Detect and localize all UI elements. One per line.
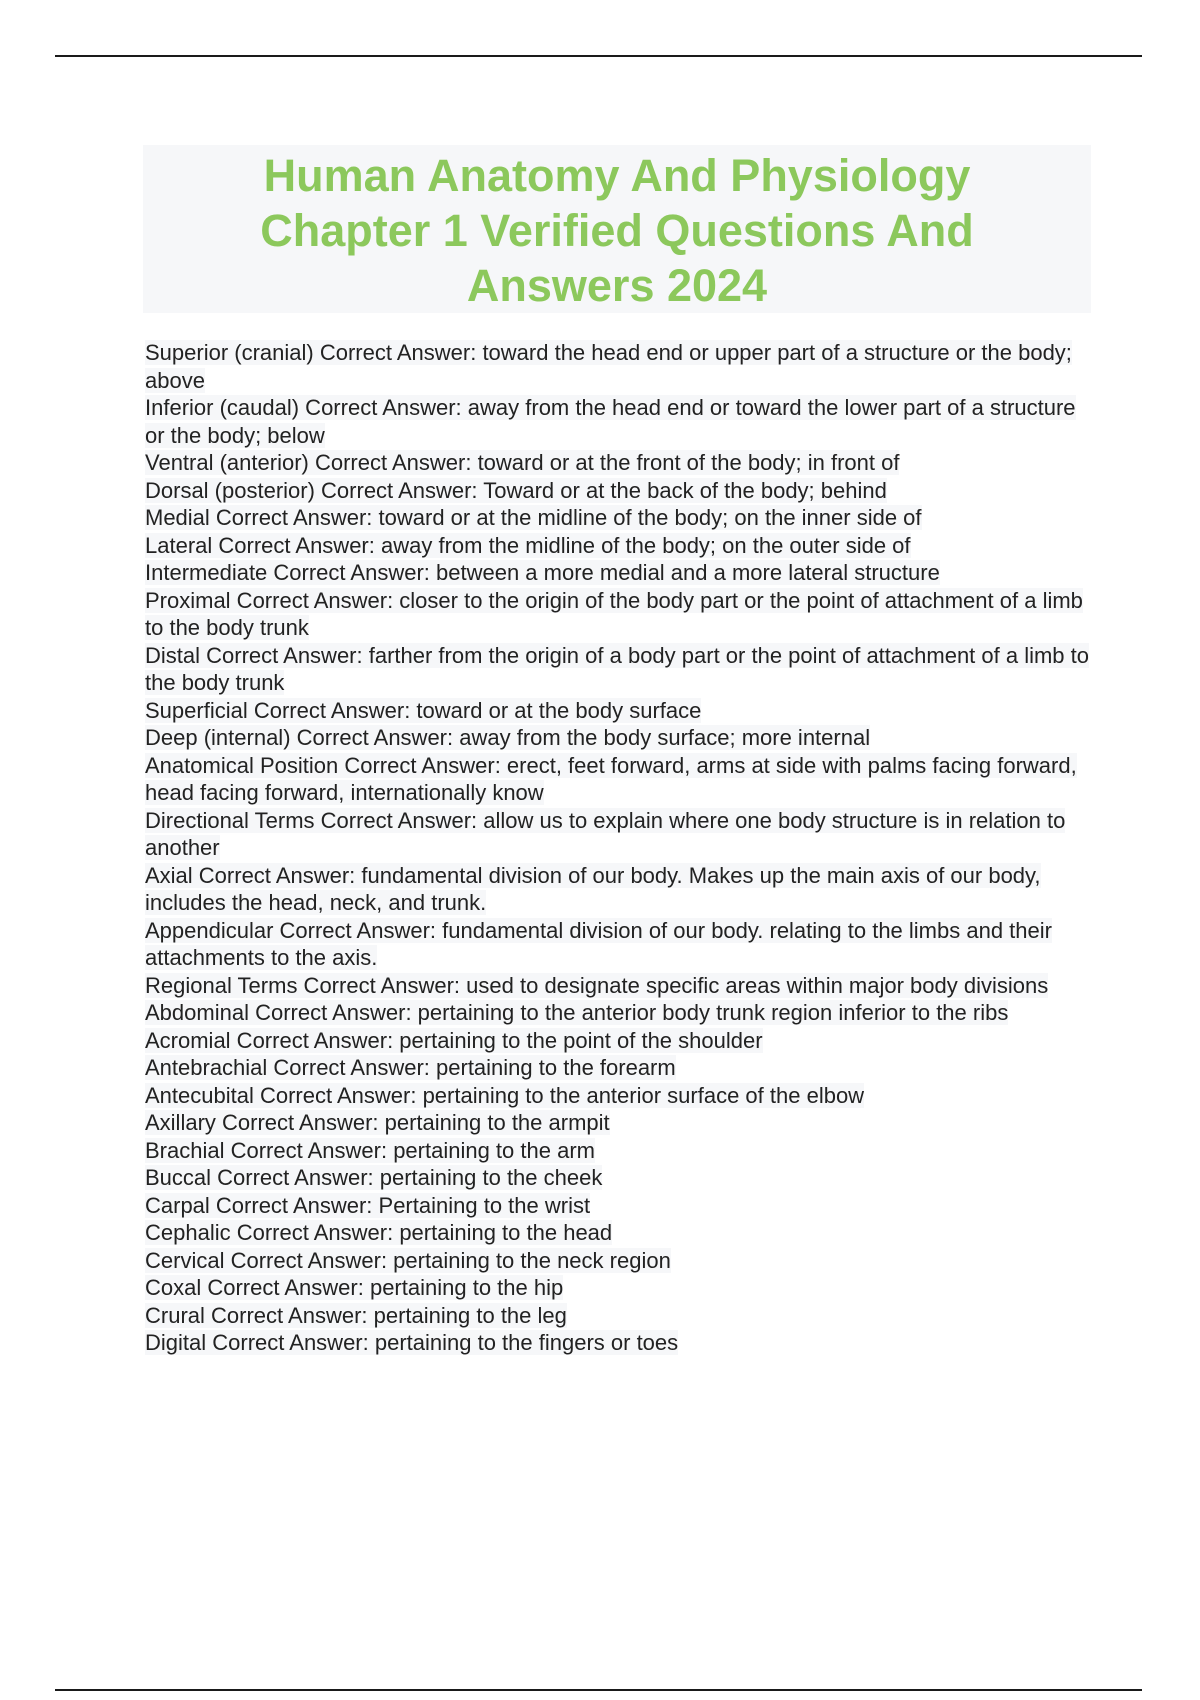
qa-entry-text: Superficial Correct Answer: toward or at the body surface bbox=[145, 697, 702, 723]
title-line: Answers 2024 bbox=[466, 260, 768, 311]
qa-entry bbox=[145, 1082, 1095, 1110]
qa-entry bbox=[145, 1027, 1095, 1055]
qa-entry bbox=[145, 1219, 1095, 1247]
qa-entry bbox=[145, 532, 1095, 560]
qa-entry-text: Coxal Correct Answer: pertaining to the hip bbox=[145, 1275, 564, 1300]
bottom-rule bbox=[55, 1689, 1142, 1691]
top-rule bbox=[55, 55, 1142, 57]
qa-entry bbox=[145, 1137, 1095, 1165]
qa-entry-text: Antecubital Correct Answer: pertaining to the anterior surface of the elbow bbox=[145, 1082, 865, 1108]
qa-entry-text: Lateral Correct Answer: away from the midline of the body; on the outer side of bbox=[145, 532, 911, 558]
qa-entry bbox=[145, 1247, 1095, 1275]
qa-entry-text: Appendicular Correct Answer: fundamental division of our body. relating to the limbs and their attachments to the axis. bbox=[145, 917, 1052, 970]
qa-entry bbox=[145, 587, 1095, 642]
qa-entry-text: Ventral (anterior) Correct Answer: toward or at the front of the body; in front of bbox=[145, 450, 900, 475]
qa-entry bbox=[145, 724, 1095, 752]
qa-entry-text: Axial Correct Answer: fundamental division of our body. Makes up the main axis of our body, includes the head, neck, and trunk. bbox=[145, 862, 1041, 915]
qa-entry-text: Directional Terms Correct Answer: allow us to explain where one body structure is in relation to another bbox=[145, 807, 1066, 860]
qa-entry bbox=[145, 1302, 1095, 1330]
qa-entry-text: Intermediate Correct Answer: between a more medial and a more lateral structure bbox=[145, 560, 940, 585]
qa-entry-text: Inferior (caudal) Correct Answer: away from the head end or toward the lower part of a structure or the body; below bbox=[145, 395, 1076, 448]
qa-entry bbox=[145, 862, 1095, 917]
qa-entry-text: Buccal Correct Answer: pertaining to the cheek bbox=[145, 1165, 603, 1190]
qa-entry-text: Carpal Correct Answer: Pertaining to the wrist bbox=[145, 1192, 591, 1218]
qa-entry-text: Proximal Correct Answer: closer to the origin of the body part or the point of attachment of a limb to the body trunk bbox=[145, 587, 1083, 640]
qa-entry-text: Acromial Correct Answer: pertaining to the point of the shoulder bbox=[145, 1027, 763, 1053]
qa-entry bbox=[145, 339, 1095, 394]
title-line: Chapter 1 Verified Questions And bbox=[260, 205, 974, 256]
qa-entry bbox=[145, 999, 1095, 1027]
qa-entry bbox=[145, 1164, 1095, 1192]
title-banner bbox=[143, 145, 1091, 313]
title-line: Human Anatomy And Physiology bbox=[263, 150, 971, 201]
qa-entry bbox=[145, 449, 1095, 477]
qa-entry-text: Medial Correct Answer: toward or at the midline of the body; on the inner side of bbox=[145, 505, 922, 530]
qa-entry bbox=[145, 807, 1095, 862]
qa-entry bbox=[145, 972, 1095, 1000]
qa-entry-text: Dorsal (posterior) Correct Answer: Toward or at the back of the body; behind bbox=[145, 477, 887, 503]
qa-entry bbox=[145, 1054, 1095, 1082]
qa-entry bbox=[145, 697, 1095, 725]
qa-entry-text: Superior (cranial) Correct Answer: toward the head end or upper part of a structure or the body; above bbox=[145, 340, 1072, 393]
qa-entry-text: Cephalic Correct Answer: pertaining to the head bbox=[145, 1220, 613, 1245]
page-title bbox=[143, 145, 1091, 313]
qa-entry-text: Brachial Correct Answer: pertaining to the arm bbox=[145, 1137, 595, 1163]
qa-entry-list bbox=[145, 339, 1095, 1357]
qa-entry-text: Anatomical Position Correct Answer: erect, feet forward, arms at side with palms facing forward, head facing forward, internationally know bbox=[145, 752, 1077, 805]
qa-entry-text: Crural Correct Answer: pertaining to the leg bbox=[145, 1302, 567, 1328]
qa-entry-text: Distal Correct Answer: farther from the origin of a body part or the point of attachment of a limb to the body trunk bbox=[145, 642, 1090, 695]
qa-entry-text: Regional Terms Correct Answer: used to designate specific areas within major body divisions bbox=[145, 972, 1049, 998]
qa-entry bbox=[145, 917, 1095, 972]
qa-entry-text: Deep (internal) Correct Answer: away from the body surface; more internal bbox=[145, 725, 871, 750]
qa-entry-text: Antebrachial Correct Answer: pertaining to the forearm bbox=[145, 1055, 676, 1080]
qa-entry bbox=[145, 504, 1095, 532]
qa-entry bbox=[145, 477, 1095, 505]
qa-entry bbox=[145, 1192, 1095, 1220]
qa-entry bbox=[145, 1329, 1095, 1357]
qa-entry bbox=[145, 752, 1095, 807]
qa-entry-text: Cervical Correct Answer: pertaining to the neck region bbox=[145, 1247, 671, 1273]
qa-entry-text: Axillary Correct Answer: pertaining to the armpit bbox=[145, 1110, 610, 1135]
qa-entry-text: Abdominal Correct Answer: pertaining to the anterior body trunk region inferior to the ribs bbox=[145, 1000, 1009, 1025]
qa-entry bbox=[145, 1109, 1095, 1137]
qa-entry bbox=[145, 559, 1095, 587]
qa-entry-text: Digital Correct Answer: pertaining to the fingers or toes bbox=[145, 1330, 679, 1355]
qa-entry bbox=[145, 642, 1095, 697]
qa-entry bbox=[145, 394, 1095, 449]
qa-entry bbox=[145, 1274, 1095, 1302]
